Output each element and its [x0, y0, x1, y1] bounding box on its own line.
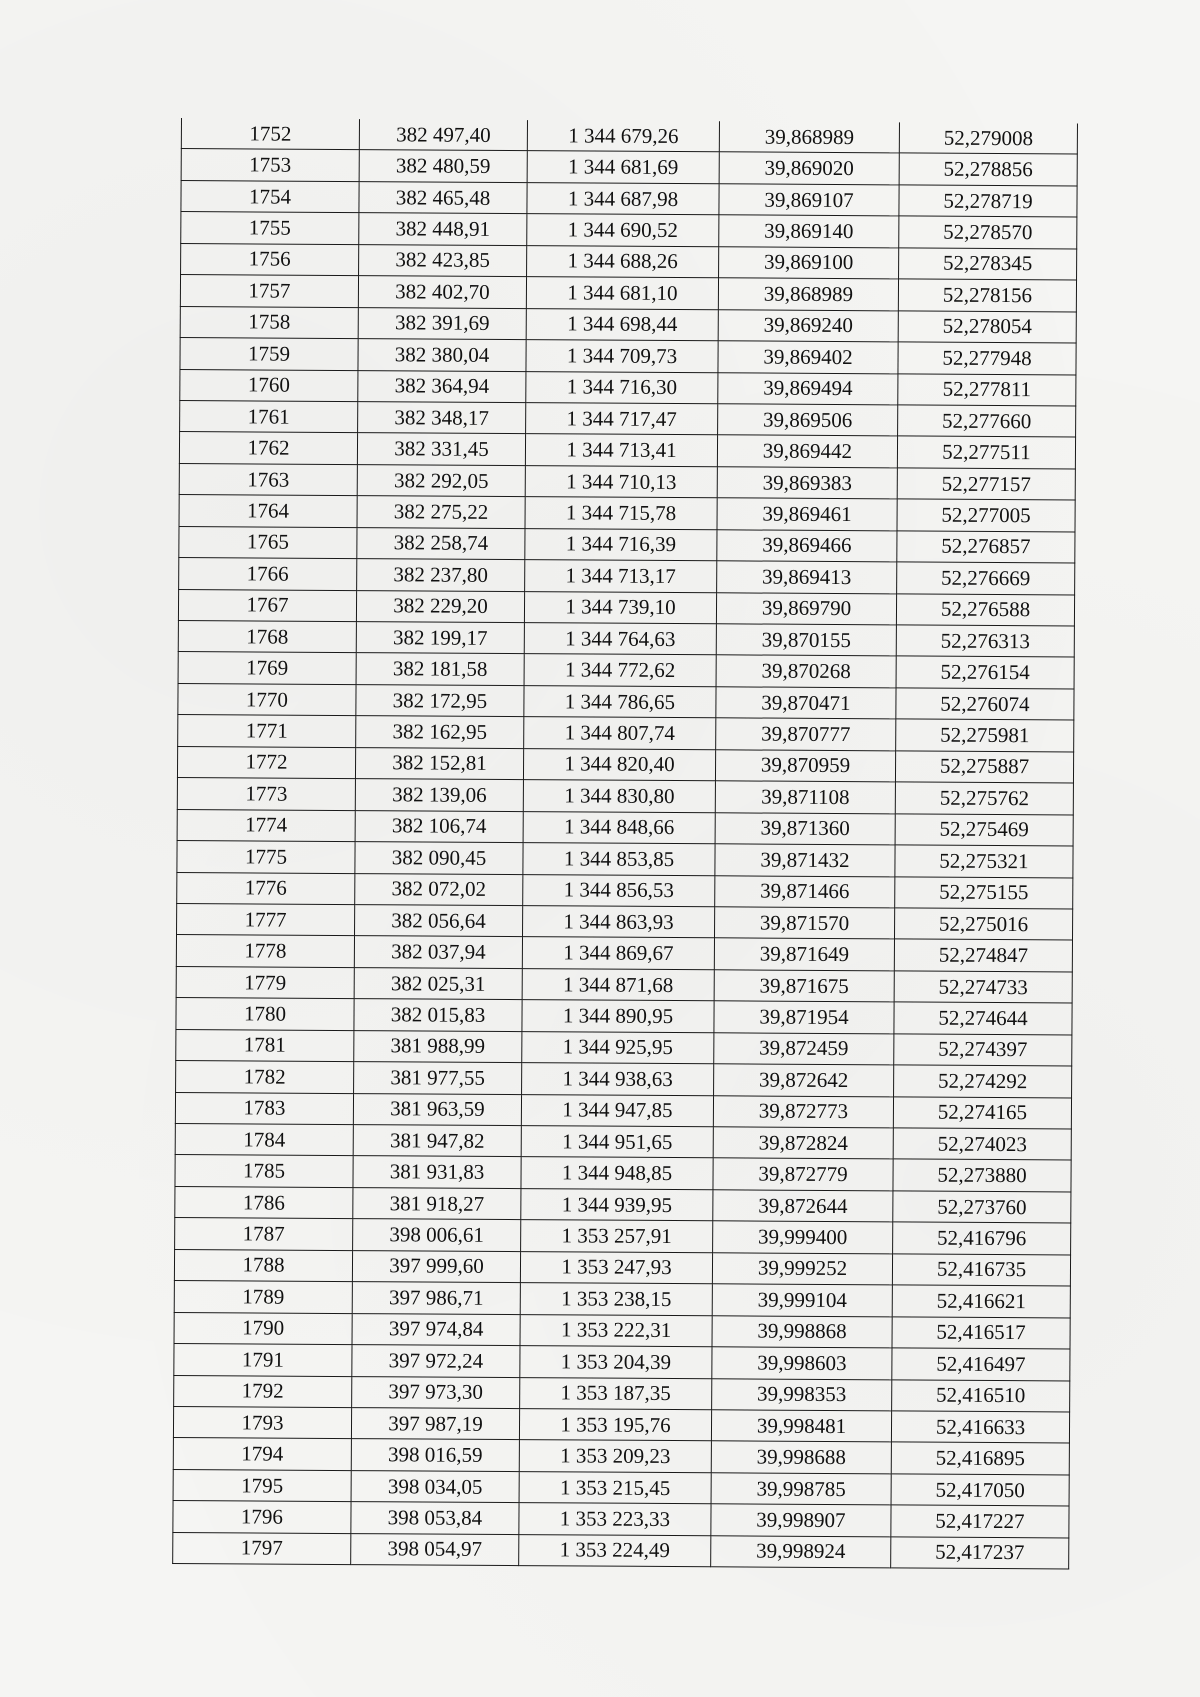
latitude-cell: 52,275469: [895, 814, 1073, 847]
latitude-cell: 52,274733: [894, 971, 1072, 1004]
latitude-cell: 52,416517: [892, 1316, 1070, 1349]
y-coordinate-cell: 1 344 687,98: [527, 182, 719, 215]
y-coordinate-cell: 1 344 716,39: [525, 528, 717, 561]
y-coordinate-cell: 1 344 848,66: [523, 811, 715, 844]
x-coordinate-cell: 382 229,20: [356, 590, 524, 622]
longitude-cell: 39,872644: [713, 1190, 893, 1223]
latitude-cell: 52,417050: [891, 1474, 1069, 1507]
x-coordinate-cell: 382 391,69: [358, 307, 526, 339]
point-number-cell: 1752: [181, 118, 359, 150]
latitude-cell: 52,279008: [899, 122, 1077, 154]
latitude-cell: 52,276588: [896, 593, 1074, 626]
point-number-cell: 1759: [180, 338, 358, 371]
x-coordinate-cell: 382 423,85: [359, 244, 527, 276]
point-number-cell: 1764: [179, 495, 357, 528]
latitude-cell: 52,277948: [898, 342, 1076, 375]
x-coordinate-cell: 381 963,59: [353, 1093, 521, 1125]
longitude-cell: 39,871675: [714, 970, 894, 1003]
y-coordinate-cell: 1 344 951,65: [521, 1126, 713, 1159]
x-coordinate-cell: 397 999,60: [352, 1250, 520, 1282]
point-number-cell: 1755: [181, 212, 359, 245]
y-coordinate-cell: 1 344 717,47: [526, 403, 718, 436]
latitude-cell: 52,277005: [897, 499, 1075, 532]
y-coordinate-cell: 1 344 925,95: [522, 1031, 714, 1064]
latitude-cell: 52,278054: [898, 311, 1076, 344]
y-coordinate-cell: 1 344 772,62: [524, 654, 716, 687]
longitude-cell: 39,870777: [716, 718, 896, 751]
latitude-cell: 52,278570: [899, 216, 1077, 249]
latitude-cell: 52,278345: [899, 248, 1077, 281]
y-coordinate-cell: 1 344 679,26: [527, 120, 719, 152]
table-row: [173, 1532, 1069, 1569]
y-coordinate-cell: 1 344 856,53: [523, 874, 715, 907]
latitude-cell: 52,416510: [892, 1379, 1070, 1412]
point-number-cell: 1783: [175, 1092, 353, 1125]
x-coordinate-cell: 382 497,40: [359, 119, 527, 151]
point-number-cell: 1753: [181, 149, 359, 182]
longitude-cell: 39,870471: [716, 687, 896, 720]
longitude-cell: 39,871570: [715, 907, 895, 940]
y-coordinate-cell: 1 344 807,74: [524, 717, 716, 750]
y-coordinate-cell: 1 344 709,73: [526, 340, 718, 373]
x-coordinate-cell: 381 918,27: [353, 1187, 521, 1219]
longitude-cell: 39,871466: [715, 875, 895, 908]
x-coordinate-cell: 398 016,59: [351, 1439, 519, 1471]
point-number-cell: 1790: [174, 1312, 352, 1345]
x-coordinate-cell: 382 025,31: [354, 967, 522, 999]
longitude-cell: 39,872824: [713, 1127, 893, 1160]
longitude-cell: 39,869466: [717, 529, 897, 562]
latitude-cell: 52,278719: [899, 185, 1077, 218]
longitude-cell: 39,869100: [719, 247, 899, 280]
point-number-cell: 1770: [178, 683, 356, 716]
y-coordinate-cell: 1 353 222,31: [520, 1314, 712, 1347]
point-number-cell: 1788: [174, 1249, 352, 1282]
latitude-cell: 52,276669: [897, 562, 1075, 595]
latitude-cell: 52,276313: [896, 625, 1074, 658]
y-coordinate-cell: 1 344 869,67: [522, 937, 714, 970]
y-coordinate-cell: 1 344 713,17: [525, 560, 717, 593]
latitude-cell: 52,275981: [896, 719, 1074, 752]
point-number-cell: 1779: [176, 966, 354, 999]
y-coordinate-cell: 1 344 871,68: [522, 968, 714, 1001]
x-coordinate-cell: 397 987,19: [351, 1408, 519, 1440]
y-coordinate-cell: 1 353 209,23: [519, 1440, 711, 1473]
x-coordinate-cell: 382 237,80: [357, 559, 525, 591]
longitude-cell: 39,869790: [716, 592, 896, 625]
y-coordinate-cell: 1 344 690,52: [527, 214, 719, 247]
longitude-cell: 39,998924: [711, 1535, 891, 1568]
point-number-cell: 1769: [178, 652, 356, 685]
x-coordinate-cell: 382 480,59: [359, 150, 527, 182]
x-coordinate-cell: 398 053,84: [351, 1502, 519, 1534]
x-coordinate-cell: 382 090,45: [355, 842, 523, 874]
longitude-cell: 39,999252: [712, 1253, 892, 1286]
longitude-cell: 39,869107: [719, 184, 899, 217]
y-coordinate-cell: 1 353 195,76: [519, 1409, 711, 1442]
y-coordinate-cell: 1 344 830,80: [523, 780, 715, 813]
x-coordinate-cell: 382 448,91: [359, 213, 527, 245]
y-coordinate-cell: 1 344 863,93: [523, 906, 715, 939]
point-number-cell: 1786: [175, 1186, 353, 1219]
point-number-cell: 1784: [175, 1123, 353, 1156]
longitude-cell: 39,999400: [713, 1221, 893, 1254]
x-coordinate-cell: 382 380,04: [358, 339, 526, 371]
x-coordinate-cell: 381 988,99: [354, 1030, 522, 1062]
latitude-cell: 52,274023: [893, 1128, 1071, 1161]
x-coordinate-cell: 382 292,05: [357, 464, 525, 496]
x-coordinate-cell: 381 947,82: [353, 1125, 521, 1157]
point-number-cell: 1765: [179, 526, 357, 559]
latitude-cell: 52,274847: [894, 939, 1072, 972]
x-coordinate-cell: 382 181,58: [356, 653, 524, 685]
x-coordinate-cell: 382 106,74: [355, 810, 523, 842]
longitude-cell: 39,871954: [714, 1001, 894, 1034]
latitude-cell: 52,276857: [897, 531, 1075, 564]
x-coordinate-cell: 381 931,83: [353, 1156, 521, 1188]
longitude-cell: 39,869383: [717, 467, 897, 500]
latitude-cell: 52,416633: [891, 1411, 1069, 1444]
point-number-cell: 1775: [177, 841, 355, 874]
y-coordinate-cell: 1 353 204,39: [520, 1346, 712, 1379]
point-number-cell: 1754: [181, 180, 359, 213]
latitude-cell: 52,276074: [896, 688, 1074, 721]
y-coordinate-cell: 1 344 890,95: [522, 1000, 714, 1033]
x-coordinate-cell: 382 152,81: [355, 747, 523, 779]
longitude-cell: 39,869240: [718, 309, 898, 342]
longitude-cell: 39,869442: [717, 435, 897, 468]
x-coordinate-cell: 398 006,61: [353, 1219, 521, 1251]
point-number-cell: 1792: [174, 1375, 352, 1408]
x-coordinate-cell: 382 072,02: [355, 873, 523, 905]
longitude-cell: 39,998785: [711, 1473, 891, 1506]
x-coordinate-cell: 382 139,06: [355, 779, 523, 811]
point-number-cell: 1772: [177, 746, 355, 779]
y-coordinate-cell: 1 353 238,15: [520, 1283, 712, 1316]
point-number-cell: 1774: [177, 809, 355, 842]
point-number-cell: 1777: [177, 903, 355, 936]
latitude-cell: 52,277511: [897, 436, 1075, 469]
latitude-cell: 52,278856: [899, 153, 1077, 186]
longitude-cell: 39,999104: [712, 1284, 892, 1317]
longitude-cell: 39,869402: [718, 341, 898, 374]
x-coordinate-cell: 382 258,74: [357, 527, 525, 559]
latitude-cell: 52,274165: [893, 1096, 1071, 1129]
x-coordinate-cell: 397 974,84: [352, 1313, 520, 1345]
latitude-cell: 52,276154: [896, 656, 1074, 689]
longitude-cell: 39,998868: [712, 1315, 892, 1348]
point-number-cell: 1761: [180, 400, 358, 433]
latitude-cell: 52,417227: [891, 1505, 1069, 1538]
point-number-cell: 1791: [174, 1344, 352, 1377]
y-coordinate-cell: 1 344 715,78: [525, 497, 717, 530]
longitude-cell: 39,869020: [719, 152, 899, 185]
point-number-cell: 1794: [173, 1438, 351, 1471]
longitude-cell: 39,998603: [712, 1347, 892, 1380]
x-coordinate-cell: 382 162,95: [356, 716, 524, 748]
latitude-cell: 52,273760: [893, 1191, 1071, 1224]
y-coordinate-cell: 1 344 710,13: [525, 465, 717, 498]
latitude-cell: 52,275762: [895, 782, 1073, 815]
longitude-cell: 39,998688: [711, 1441, 891, 1474]
latitude-cell: 52,275016: [894, 908, 1072, 941]
y-coordinate-cell: 1 344 764,63: [524, 623, 716, 656]
y-coordinate-cell: 1 344 853,85: [523, 843, 715, 876]
y-coordinate-cell: 1 353 215,45: [519, 1471, 711, 1504]
point-number-cell: 1766: [179, 558, 357, 591]
point-number-cell: 1771: [178, 715, 356, 748]
point-number-cell: 1762: [179, 432, 357, 465]
latitude-cell: 52,416796: [893, 1222, 1071, 1255]
latitude-cell: 52,417237: [891, 1537, 1069, 1570]
longitude-cell: 39,870268: [716, 655, 896, 688]
x-coordinate-cell: 382 331,45: [357, 433, 525, 465]
point-number-cell: 1768: [178, 620, 356, 653]
longitude-cell: 39,868989: [719, 121, 899, 153]
latitude-cell: 52,416621: [892, 1285, 1070, 1318]
x-coordinate-cell: 398 034,05: [351, 1470, 519, 1502]
point-number-cell: 1787: [175, 1218, 353, 1251]
y-coordinate-cell: 1 344 713,41: [525, 434, 717, 467]
coordinates-table: [172, 118, 1078, 1570]
y-coordinate-cell: 1 344 948,85: [521, 1157, 713, 1190]
latitude-cell: 52,416895: [891, 1442, 1069, 1475]
y-coordinate-cell: 1 344 939,95: [521, 1188, 713, 1221]
x-coordinate-cell: 397 972,24: [352, 1345, 520, 1377]
y-coordinate-cell: 1 344 739,10: [524, 591, 716, 624]
latitude-cell: 52,274644: [894, 1002, 1072, 1035]
x-coordinate-cell: 382 275,22: [357, 496, 525, 528]
y-coordinate-cell: 1 344 681,69: [527, 151, 719, 184]
x-coordinate-cell: 382 056,64: [355, 905, 523, 937]
y-coordinate-cell: 1 344 681,10: [526, 277, 718, 310]
point-number-cell: 1763: [179, 463, 357, 496]
longitude-cell: 39,998481: [711, 1410, 891, 1443]
point-number-cell: 1778: [176, 935, 354, 968]
y-coordinate-cell: 1 353 224,49: [519, 1534, 711, 1567]
longitude-cell: 39,871360: [715, 812, 895, 845]
y-coordinate-cell: 1 353 247,93: [520, 1251, 712, 1284]
coordinates-table-body: [173, 118, 1078, 1569]
point-number-cell: 1776: [177, 872, 355, 905]
point-number-cell: 1793: [173, 1406, 351, 1439]
latitude-cell: 52,277660: [898, 405, 1076, 438]
y-coordinate-cell: 1 344 716,30: [526, 371, 718, 404]
latitude-cell: 52,278156: [898, 279, 1076, 312]
longitude-cell: 39,872642: [714, 1064, 894, 1097]
y-coordinate-cell: 1 344 698,44: [526, 308, 718, 341]
y-coordinate-cell: 1 353 187,35: [520, 1377, 712, 1410]
latitude-cell: 52,277811: [898, 373, 1076, 406]
point-number-cell: 1795: [173, 1469, 351, 1502]
x-coordinate-cell: 397 973,30: [352, 1376, 520, 1408]
point-number-cell: 1780: [176, 998, 354, 1031]
latitude-cell: 52,277157: [897, 468, 1075, 501]
point-number-cell: 1758: [180, 306, 358, 339]
latitude-cell: 52,416735: [892, 1254, 1070, 1287]
point-number-cell: 1796: [173, 1501, 351, 1534]
longitude-cell: 39,869461: [717, 498, 897, 531]
point-number-cell: 1767: [178, 589, 356, 622]
y-coordinate-cell: 1 344 688,26: [527, 245, 719, 278]
point-number-cell: 1773: [177, 778, 355, 811]
point-number-cell: 1785: [175, 1155, 353, 1188]
point-number-cell: 1797: [173, 1532, 351, 1565]
x-coordinate-cell: 382 199,17: [356, 622, 524, 654]
x-coordinate-cell: 381 977,55: [354, 1062, 522, 1094]
y-coordinate-cell: 1 344 786,65: [524, 685, 716, 718]
longitude-cell: 39,872773: [713, 1095, 893, 1128]
latitude-cell: 52,416497: [892, 1348, 1070, 1381]
point-number-cell: 1756: [181, 243, 359, 276]
point-number-cell: 1781: [176, 1029, 354, 1062]
longitude-cell: 39,869140: [719, 215, 899, 248]
y-coordinate-cell: 1 344 820,40: [523, 748, 715, 781]
latitude-cell: 52,274397: [894, 1034, 1072, 1067]
longitude-cell: 39,872459: [714, 1032, 894, 1065]
x-coordinate-cell: 382 364,94: [358, 370, 526, 402]
longitude-cell: 39,868989: [718, 278, 898, 311]
longitude-cell: 39,869413: [717, 561, 897, 594]
latitude-cell: 52,275155: [895, 876, 1073, 909]
x-coordinate-cell: 397 986,71: [352, 1282, 520, 1314]
longitude-cell: 39,870155: [716, 624, 896, 657]
longitude-cell: 39,870959: [715, 750, 895, 783]
y-coordinate-cell: 1 353 257,91: [521, 1220, 713, 1253]
longitude-cell: 39,871432: [715, 844, 895, 877]
latitude-cell: 52,275321: [895, 845, 1073, 878]
x-coordinate-cell: 398 054,97: [351, 1533, 519, 1565]
y-coordinate-cell: 1 353 223,33: [519, 1503, 711, 1536]
latitude-cell: 52,274292: [894, 1065, 1072, 1098]
x-coordinate-cell: 382 015,83: [354, 999, 522, 1031]
longitude-cell: 39,869506: [718, 404, 898, 437]
longitude-cell: 39,872779: [713, 1158, 893, 1191]
latitude-cell: 52,275887: [895, 751, 1073, 784]
x-coordinate-cell: 382 402,70: [358, 276, 526, 308]
point-number-cell: 1757: [180, 275, 358, 308]
point-number-cell: 1782: [176, 1061, 354, 1094]
x-coordinate-cell: 382 465,48: [359, 181, 527, 213]
x-coordinate-cell: 382 037,94: [354, 936, 522, 968]
latitude-cell: 52,273880: [893, 1159, 1071, 1192]
x-coordinate-cell: 382 348,17: [358, 402, 526, 434]
y-coordinate-cell: 1 344 947,85: [521, 1094, 713, 1127]
longitude-cell: 39,871649: [714, 938, 894, 971]
longitude-cell: 39,998907: [711, 1504, 891, 1537]
longitude-cell: 39,998353: [712, 1378, 892, 1411]
longitude-cell: 39,871108: [715, 781, 895, 814]
x-coordinate-cell: 382 172,95: [356, 684, 524, 716]
point-number-cell: 1789: [174, 1281, 352, 1314]
point-number-cell: 1760: [180, 369, 358, 402]
y-coordinate-cell: 1 344 938,63: [522, 1063, 714, 1096]
longitude-cell: 39,869494: [718, 372, 898, 405]
